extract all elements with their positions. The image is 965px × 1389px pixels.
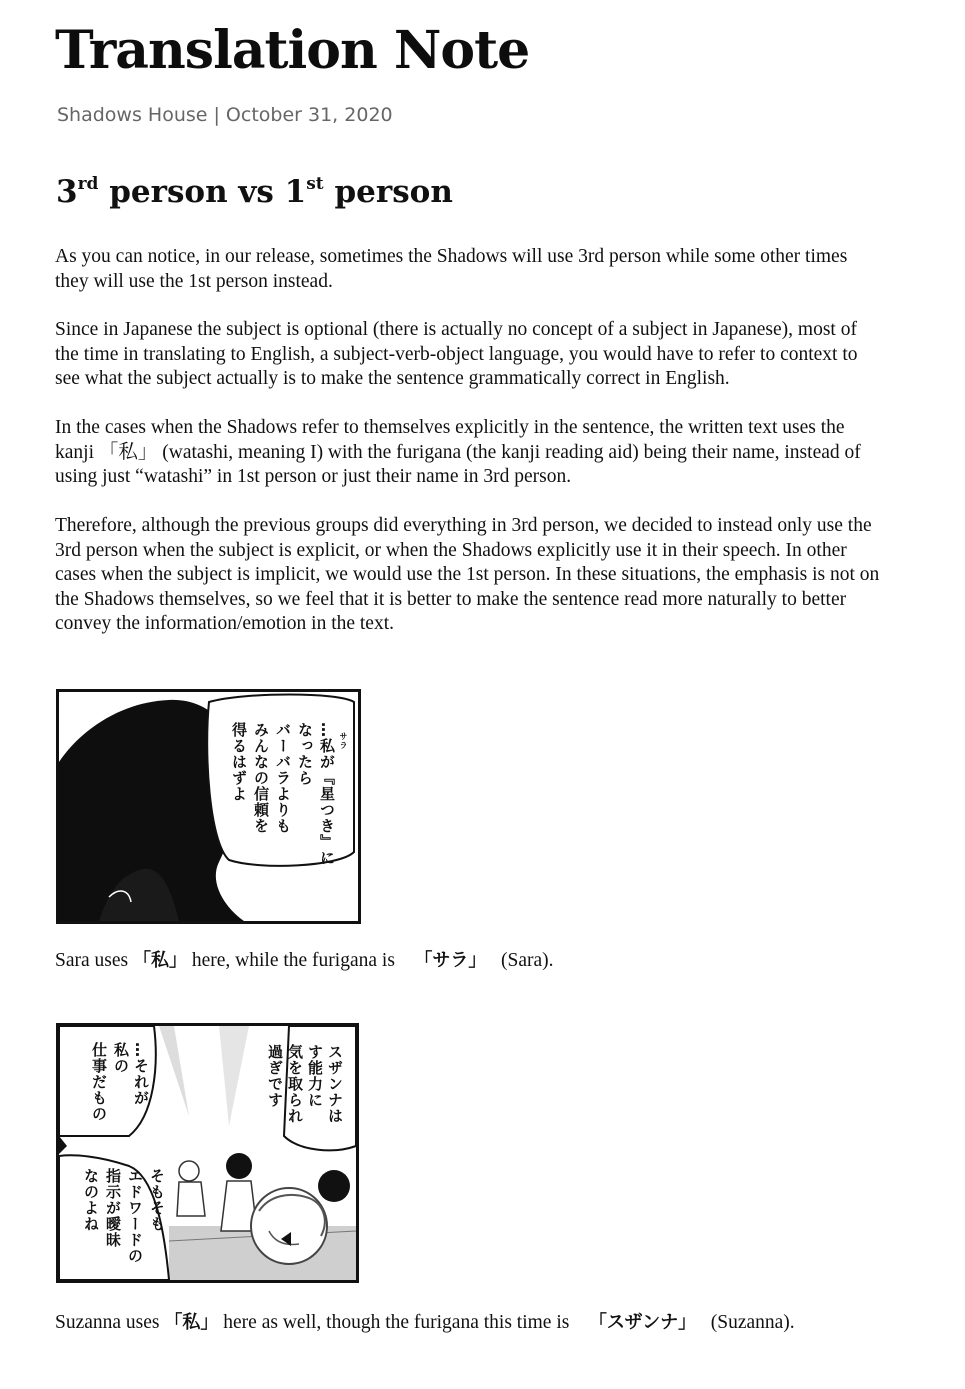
- caption-sara: [55, 946, 554, 972]
- heading-part-number: 3: [56, 174, 78, 210]
- panel2-b-line-2: 私の: [112, 1042, 130, 1074]
- panel2-b-line-3: 仕事だもの: [90, 1042, 108, 1122]
- panel1-line-2: なったら: [296, 722, 314, 786]
- paragraph-2: Since in Japanese the subject is optional (there is actually no concept of a subject in Japanese), most of the time in translating to English, a subject-verb-object language, you would have to refer to context to see what the subject actually is to make the sentence grammatically correct in English.: [55, 319, 858, 389]
- panel2-c-line-4: なのよね: [82, 1168, 100, 1232]
- panel2-b-line-1: …それが: [132, 1042, 150, 1106]
- caption2-after: (Suzanna).: [710, 1312, 795, 1333]
- panel2-c-line-3: 指示が曖昧: [104, 1168, 122, 1248]
- panel1-line-3: バーバラよりも: [274, 722, 292, 834]
- post-meta: Shadows House | October 31, 2020: [57, 104, 393, 126]
- caption1-middle: here, while the furigana is: [186, 950, 395, 971]
- caption1-reading: 「サラ」: [414, 950, 487, 971]
- caption2-middle: here as well, though the furigana this time is: [218, 1312, 570, 1333]
- panel1-line-4: みんなの信頼を: [252, 722, 270, 834]
- panel1-line-1: …私が『星つき』に: [318, 722, 336, 866]
- caption2-before: Suzanna uses: [55, 1312, 165, 1333]
- heading-part-suffix: rd: [77, 173, 99, 194]
- manga-panel-sara: [56, 689, 361, 924]
- panel2-a-line-4: 過ぎです: [266, 1044, 284, 1108]
- caption2-reading: 「スザンナ」: [588, 1312, 697, 1333]
- caption1-after: (Sara).: [501, 950, 554, 971]
- panel2-a-line-1: スザンナは: [326, 1044, 344, 1124]
- paragraph-1: As you can notice, in our release, sometimes the Shadows will use 3rd person while some other times they will use the 1st person instead.: [55, 246, 848, 292]
- panel2-a-line-2: す能力に: [306, 1044, 324, 1108]
- manga-panel-suzanna: [56, 1023, 359, 1283]
- panel1-line-5: 得るはずよ: [230, 722, 248, 802]
- panel1-furigana: サラ: [339, 732, 348, 750]
- panel2-c-line-1: そもそも: [148, 1168, 166, 1232]
- heading-part-end: person: [323, 174, 453, 210]
- caption1-before: Sara uses: [55, 950, 133, 971]
- caption2-kanji: 「私」: [164, 1312, 219, 1333]
- panel2-c-line-2: エドワードの: [126, 1168, 144, 1264]
- section-heading: [56, 174, 453, 210]
- panel2-a-line-3: 気を取られ: [286, 1044, 304, 1124]
- caption-suzanna: [55, 1308, 795, 1334]
- heading-part-suffix-2: st: [306, 173, 324, 194]
- paragraph-4: Therefore, although the previous groups did everything in 3rd person, we decided to instead only use the 3rd person when the subject is explicit, or when the Shadows explicitly use it in their speech. In other cases when the subject is implicit, we would use the 1st person. In these situations, the emphasis is not on the Shadows themselves, so we feel that it is better to make the sentence read more naturally to better convey the information/emotion in the text.: [55, 515, 880, 634]
- page-title: Translation Note: [55, 20, 530, 81]
- paragraph-3: In the cases when the Shadows refer to themselves explicitly in the sentence, the written text uses the kanji 「私」 (watashi, meaning I) with the furigana (the kanji reading aid) being their name, instead of using just “watashi” in 1st person or just their name in 3rd person.: [55, 417, 861, 487]
- heading-part-middle: person vs 1: [98, 174, 307, 210]
- caption1-kanji: 「私」: [132, 950, 187, 971]
